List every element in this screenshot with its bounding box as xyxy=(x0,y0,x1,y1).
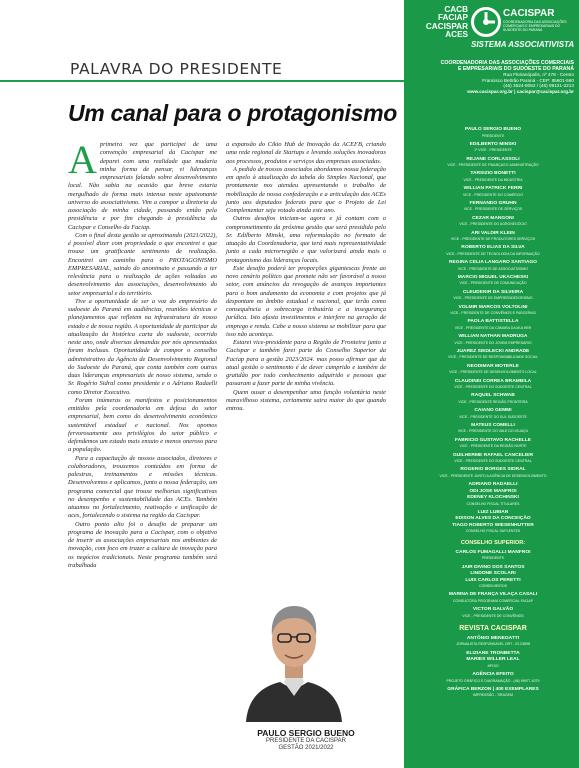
member-name: NEODIMAR MOTERLE xyxy=(467,363,519,369)
board-member xyxy=(408,127,578,142)
member-name: ROGERIO BORGES SIDRAL xyxy=(460,467,526,473)
logo-acronym: ACES xyxy=(445,30,468,40)
member-role: VICE - PRESIDENTE DO COMÉRCIO xyxy=(462,192,524,197)
board-member xyxy=(408,364,578,379)
member-name: CLEUDENIR DA SILVEIRA xyxy=(462,289,524,295)
member-name: WILLIAN PATRICK FERRI xyxy=(463,186,523,192)
paragraph: Este desafio poderá ter proporções gigantescas frente ao novo cenário político que promete não ser favorável a nosso setor, com anúncios da revogação de avanços importantes para o bom andamento da economia e com projetos que já despontam no âmbito estadual e nacional, que terão como consequência a sobrecarga tributária e a insegurança jurídica. Isto afasta investimentos e interfere na geração de emprego e renda. Cabe a nosso sistema se mobilizar para que isso não aconteça. xyxy=(226,264,386,338)
member-name: LUIZ LUBIAN EDISON ALVES DA CONCEIÇÃO TIAGO ROBERTO WIESENHUTTER xyxy=(452,509,534,528)
article-column-2 xyxy=(226,141,386,413)
board-member xyxy=(408,275,578,290)
article-column-1 xyxy=(68,137,217,570)
member-role: APOIO xyxy=(487,663,499,668)
board-member xyxy=(408,607,578,622)
member-role: VICE - PRESIDENTE DO SUDOESTE CENTRAL xyxy=(454,459,532,464)
signature-block xyxy=(226,728,386,752)
board-member xyxy=(408,379,578,394)
member-name: FERNANDO GRUHN xyxy=(469,200,517,206)
member-name: FABRICIO GUSTAVO RACHELLE xyxy=(454,437,532,443)
member-role: 1º VICE - PRESIDENTE xyxy=(474,148,512,153)
member-name: CLAUDINEI CORREA BRAMBILA xyxy=(454,378,532,384)
section-divider xyxy=(0,80,404,82)
member-role: VICE - PRESIDENTE DO VALE DO IGUAÇU xyxy=(457,429,529,434)
paragraph: Quem ousar a desempenhar uma função voluntária neste maravilhoso sistema, certamente saira maior do que quando entrou. xyxy=(226,388,386,412)
member-name: ELIZIANE TRONBETTA MARIES WILLER LEAL xyxy=(466,650,520,663)
member-name: CEZAR MANGONI xyxy=(472,215,514,221)
member-role: VICE - PRESIDENTE DE FINANÇAS E ADMINISTRAÇÃO xyxy=(447,163,539,168)
member-role: VICE - PRESIDENTE DE COMUNICAÇÃO xyxy=(459,281,527,286)
signature-name: PAULO SERGIO BUENO xyxy=(257,728,355,738)
member-role: VICE - PRESIDENTE DE ASSOCIATIVISMO xyxy=(458,266,528,271)
address-block xyxy=(412,61,574,95)
president-photo xyxy=(240,592,348,722)
section-title: PALAVRA DO PRESIDENTE xyxy=(70,60,283,78)
member-name: WILLIAN NATHAN MADRUGA xyxy=(458,334,528,340)
board-member xyxy=(408,408,578,423)
paragraph: Para a capacitação de nossos associados, diretores e colaboradores, trouxemos conteúdos em forma de palestras, treinamentos e missões técnicas. Desenvolvemos e aplicamos, junto a nossa federação, um programa comercial que trouxe melhorias significativas no desempenho e sustentabilidade das ACEs. Também atuamos no fortalecimento, reativação e unificação de aces, fortalecendo o sistema na região da Cacispar. xyxy=(68,454,217,520)
magazine-heading: REVISTA CACISPAR xyxy=(459,624,527,632)
superior-council-heading: CONSELHO SUPERIOR: xyxy=(460,539,526,546)
member-role: VICE - PRESIDENTE DE TECNOLOGIA DA INFORMAÇÃO xyxy=(446,251,540,256)
board-member xyxy=(408,216,578,231)
member-role: VICE - PRESIDENTE DO JOVEM EMPRESÁRIO xyxy=(454,340,532,345)
cacispar-emblem-icon xyxy=(471,7,501,37)
board-member xyxy=(408,231,578,246)
paragraph: Outros desafios iniciam-se agora e já contam com o comprometimento da próxima gestão que será presidida pelo Sr. Edilberto Minski, uma reformulação no formato de atuação da Coordenadoria, que terá mais representatividade junto a cada microrregião e que valorizará ainda mais o protagonismo das lideranças locais. xyxy=(226,215,386,264)
board-member xyxy=(408,550,578,565)
board-member xyxy=(408,201,578,216)
phone-line: (46) 3524-8052 / (46) 99121-2213 xyxy=(503,83,574,89)
member-role: IMPRESSÃO - TIRAGEM xyxy=(473,693,513,698)
member-name: RAQUEL SCHWAB xyxy=(471,393,515,399)
address-line: Francisco Beltrão Paraná - CEP: 85601-560 xyxy=(482,77,574,83)
board-member xyxy=(408,142,578,157)
member-name: ANTÔNIO MENEGATTI xyxy=(466,635,520,641)
logo-acronyms xyxy=(408,6,468,40)
member-name: GUILHERME RAFAEL CANCELIER xyxy=(452,452,534,458)
board-member xyxy=(408,438,578,453)
member-role: VICE - PRESIDENTE DE PRODUTORES SERVIÇOS xyxy=(450,237,536,242)
address-heading: E EMPRESARIAIS DO SUDOESTE DO PARANÁ xyxy=(457,65,574,72)
member-role: VICE - PRESIDENTE DO AGRONEGÓCIO xyxy=(459,222,527,227)
article-headline: Um canal para o protagonismo xyxy=(68,100,397,126)
member-name: ROBERTO ELIAS DA SILVA xyxy=(461,245,525,251)
cacispar-logo xyxy=(408,4,579,60)
board-member xyxy=(408,157,578,172)
board-member xyxy=(408,290,578,305)
address-heading: COORDENADORIA DAS ASSOCIAÇÕES COMERCIAIS xyxy=(440,60,574,66)
board-member xyxy=(408,687,578,702)
member-name: PAULO SERGIO BUENO xyxy=(464,127,522,132)
paragraph: Estarei vice-presidente para a Região de Fronteira junto a Cacispar e também farei parte do Conselho Superior da Faciap para a gestão 2023/2024. mas posso afirmar que da atual gestão o sentimento é de dever cumprido e também de gratidão por todo conhecimento adquirido e pessoas que passaram a fazer parte de minha vivência. xyxy=(226,339,386,388)
address-line: Rua Florianópolis, nº 478 - Centro xyxy=(503,72,574,78)
member-name: CAIANO GEMMI xyxy=(474,408,512,414)
member-name: VICTOR GALVÃO xyxy=(472,607,514,613)
board-member xyxy=(408,393,578,408)
member-name: MATEUS COMELLI xyxy=(471,422,515,428)
paragraph: Tive a oportunidade de ser a voz do empresário do sudoeste do Paraná em audiências, reuniões técnicas e planejamentos que refletem na infraestrutura de nosso estado e de nossa região. A oportunidade de participar da atualização da histórica carta do sudoeste, ocorrido neste ano, onde diversas demandas por nós apresentadas foram inclusas. Oportunidade de compor o conselho administrativo da Agência de Desenvolvimento Regional do Sudoeste do Paraná, que conta também com outras duas lideranças empresariais de nosso sistema, sendo o Sr. Rogério Sidral como presidente e o Adriano Radaelli como Diretor Executivo. xyxy=(68,297,217,396)
board-member xyxy=(408,565,578,593)
member-role: VICE - PRESIDENTE REGIÃO FRONTEIRA xyxy=(458,399,528,404)
board-list xyxy=(408,127,578,702)
logo-acronym: FACIAP xyxy=(437,13,468,23)
board-member xyxy=(408,592,578,607)
member-name: ARI VALDIR KLEIN xyxy=(471,230,515,236)
paragraph: Foram inúmeras os manifestos e posicionamentos emitidos pela coordenadoria em defesa do setor empresarial, bem como do desenvolvimento econômico sustentável estadual e nacional. Nos opomos fervorosamente aos privilégios do setor público e defendemos um estado mais enxuto e menos oneroso para a população. xyxy=(68,396,217,454)
member-role: CONSULTORA PROGRAMA COMERCIAL FACIAP xyxy=(452,598,534,603)
member-role: VICE - PRESIDENTE DE SERVIÇOS xyxy=(463,207,523,212)
member-role: VICE - PRESIDENTE DO SUL SUDOESTE xyxy=(459,414,527,419)
board-member xyxy=(408,186,578,201)
member-role: CONSELHO FISCAL TITULARES xyxy=(466,501,520,506)
member-name: REJANE CORLASSOLI xyxy=(466,156,520,162)
member-name: GRÁFICA BERZON | 400 EXEMPLARES xyxy=(447,686,539,692)
member-name: AGÊNCIA EFEITO xyxy=(472,672,514,677)
member-name: VOLMIR MARCOS VOLTOLINI xyxy=(458,304,528,310)
board-member xyxy=(408,651,578,672)
board-member xyxy=(408,482,578,510)
signature-role: PRESIDENTE DA CACISPAR xyxy=(266,738,346,744)
member-name: PAOLA BATTISTELLA xyxy=(467,319,519,325)
member-role: PROJETO GRÁFICO E DIAGRAMAÇÃO - (46) 99977-4079 xyxy=(446,678,540,683)
member-name: ADRIANO RADAELLI ODI JOSE MANFROI EDENEY KLOCHINSKI xyxy=(467,482,519,501)
member-name: MARCIO MIGUEL UKACHESKI xyxy=(457,274,529,280)
logo-tagline: COORDENADORIA DAS ASSOCIAÇÕES COMERCIAIS E EMPRESARIAIS DO SUDOESTE DO PARANÁ xyxy=(503,20,567,32)
board-member xyxy=(408,334,578,349)
paragraph: Outro ponto alto foi o desafio de preparar um programa de inovação para a Cacispar, com o objetivo de inserir as associações empresariais nos ambientes de inovação, com foco em trazer a cultura de inovação para os negócios tradicionais. Neste programa também será trabalhada xyxy=(68,520,217,569)
board-member xyxy=(408,319,578,334)
member-name: MARINA DE FRANÇA VILAÇA CASALI xyxy=(448,592,538,598)
member-name: JUAREZ SIEDLECKI ANDRADE xyxy=(456,348,530,354)
board-member xyxy=(408,349,578,364)
paragraph: a expansão do Cikio Hub de Inovação da ACEFB, criando uma rede regional de Startups e levando soluções inovadoras aos processos, produtos e serviços das empresas associadas. xyxy=(226,141,386,165)
member-name: JAIR DIVINO DOS SANTOS LINDONE SCOLARI LUIS CARLOS PERETTI xyxy=(461,564,525,583)
logo-brand: CACISPAR xyxy=(503,8,555,19)
member-role: VICE - PRESIDENTE DA CÂMARA DA MULHER xyxy=(454,325,532,330)
board-member xyxy=(408,672,578,687)
board-sidebar xyxy=(404,0,579,768)
board-member xyxy=(408,636,578,651)
member-role: VICE - PRESIDENTE JUNTO A AGÊNCIA DE DESENVOLVIMENTO xyxy=(439,473,547,478)
board-member xyxy=(408,171,578,186)
board-member xyxy=(408,467,578,482)
website-email-line: www.cacispar.org.br | cacispar@cacispar.org.br xyxy=(467,88,574,94)
paragraph: A pedido de nossos associados abordamos nossa federação em apelo à atualização do tabela do Simples Nacional, que prontamente nos atendeu apresentando o trabalho de mobilização de nossa confederação e a articulação das ACEs junto aos deputados federais para que o Projeto de Lei Complementar seja votado ainda este ano. xyxy=(226,165,386,214)
logo-system: SISTEMA ASSOCIATIVISTA xyxy=(471,40,575,49)
member-name: EDILBERTO MINSKI xyxy=(469,141,517,147)
member-role: PRESIDENTE xyxy=(481,133,505,138)
member-role: VICE - PRESIDENTE DO SUDOESTE CENTRAL xyxy=(454,385,532,390)
paragraph: primeira vez que participei de uma convenção empresarial da Cacispar me deparei com uma realidade que mudaria minha forma de pensar, vi lideranças empresariais falando sobre desenvolvimento local. Não sabia na ocasião que breve estaria mergulhado de forma mais intensa neste apaixonante universo do associativismo. Vim a compor a diretoria da associação de minha cidade, passando então pela presidência e por fim chegando à presidência da Cacispar e Conselho da Faciap. xyxy=(68,141,217,231)
paragraph: Com o final desta gestão se aproximando (2021/2022), é possível dizer com propriedade o que encontrei e que trouxe um gratificante sentimento de realização. Encontrei um caminho para o PROTAGONISMO EMPRESARIAL, saindo do anonimato e passando a ter relevância para a realização de ações voltadas ao desenvolvimento das associações, desenvolvimento do setor empresarial e do território. xyxy=(68,231,217,297)
drop-cap: A xyxy=(68,137,97,182)
member-role: VICE - PRESIDENTE DE CONVÊNIOS E PARCERIAS xyxy=(450,311,536,316)
member-role: VICE - PRESIDENTE DE CONVÊNIOS xyxy=(462,613,524,618)
member-role: VICE - PRESIDENTE DE RESPONSABILIDADE SOCIAL xyxy=(448,355,538,360)
member-role: JORNALISTA RESPONSÁVEL DRT - 02.23898 xyxy=(456,642,530,647)
logo-acronym: CACB xyxy=(444,5,468,14)
member-role: PRESIDENTE xyxy=(481,556,505,561)
member-name: CARLOS FUMAGALLI MANFROI xyxy=(455,549,531,555)
board-member xyxy=(408,245,578,260)
board-member xyxy=(408,260,578,275)
member-role: CONSELHEIROS xyxy=(479,584,507,589)
member-role: VICE - PRESIDENTE DE DESENVOLVIMENTO LOCAL xyxy=(449,370,537,375)
board-member xyxy=(408,510,578,538)
member-role: VICE - PRESIDENTE DA REGIÃO NORTE xyxy=(459,444,527,449)
member-role: CONSELHO FISCAL SUPLENTES xyxy=(465,529,521,534)
member-name: REGINA CELIA LANGARO SANTIAGO xyxy=(449,260,537,266)
signature-term: GESTÃO 2021/2022 xyxy=(278,745,334,751)
member-role: VICE - PRESIDENTE DA INDÚSTRIA xyxy=(463,177,523,182)
logo-acronym: CACISPAR xyxy=(425,21,468,31)
member-name: TARSIZIO BONETTI xyxy=(470,171,516,177)
member-role: VICE - PRESIDENTE DE EMPREENDEDORISMO xyxy=(453,296,533,301)
board-member xyxy=(408,305,578,320)
board-member xyxy=(408,453,578,468)
board-member xyxy=(408,423,578,438)
